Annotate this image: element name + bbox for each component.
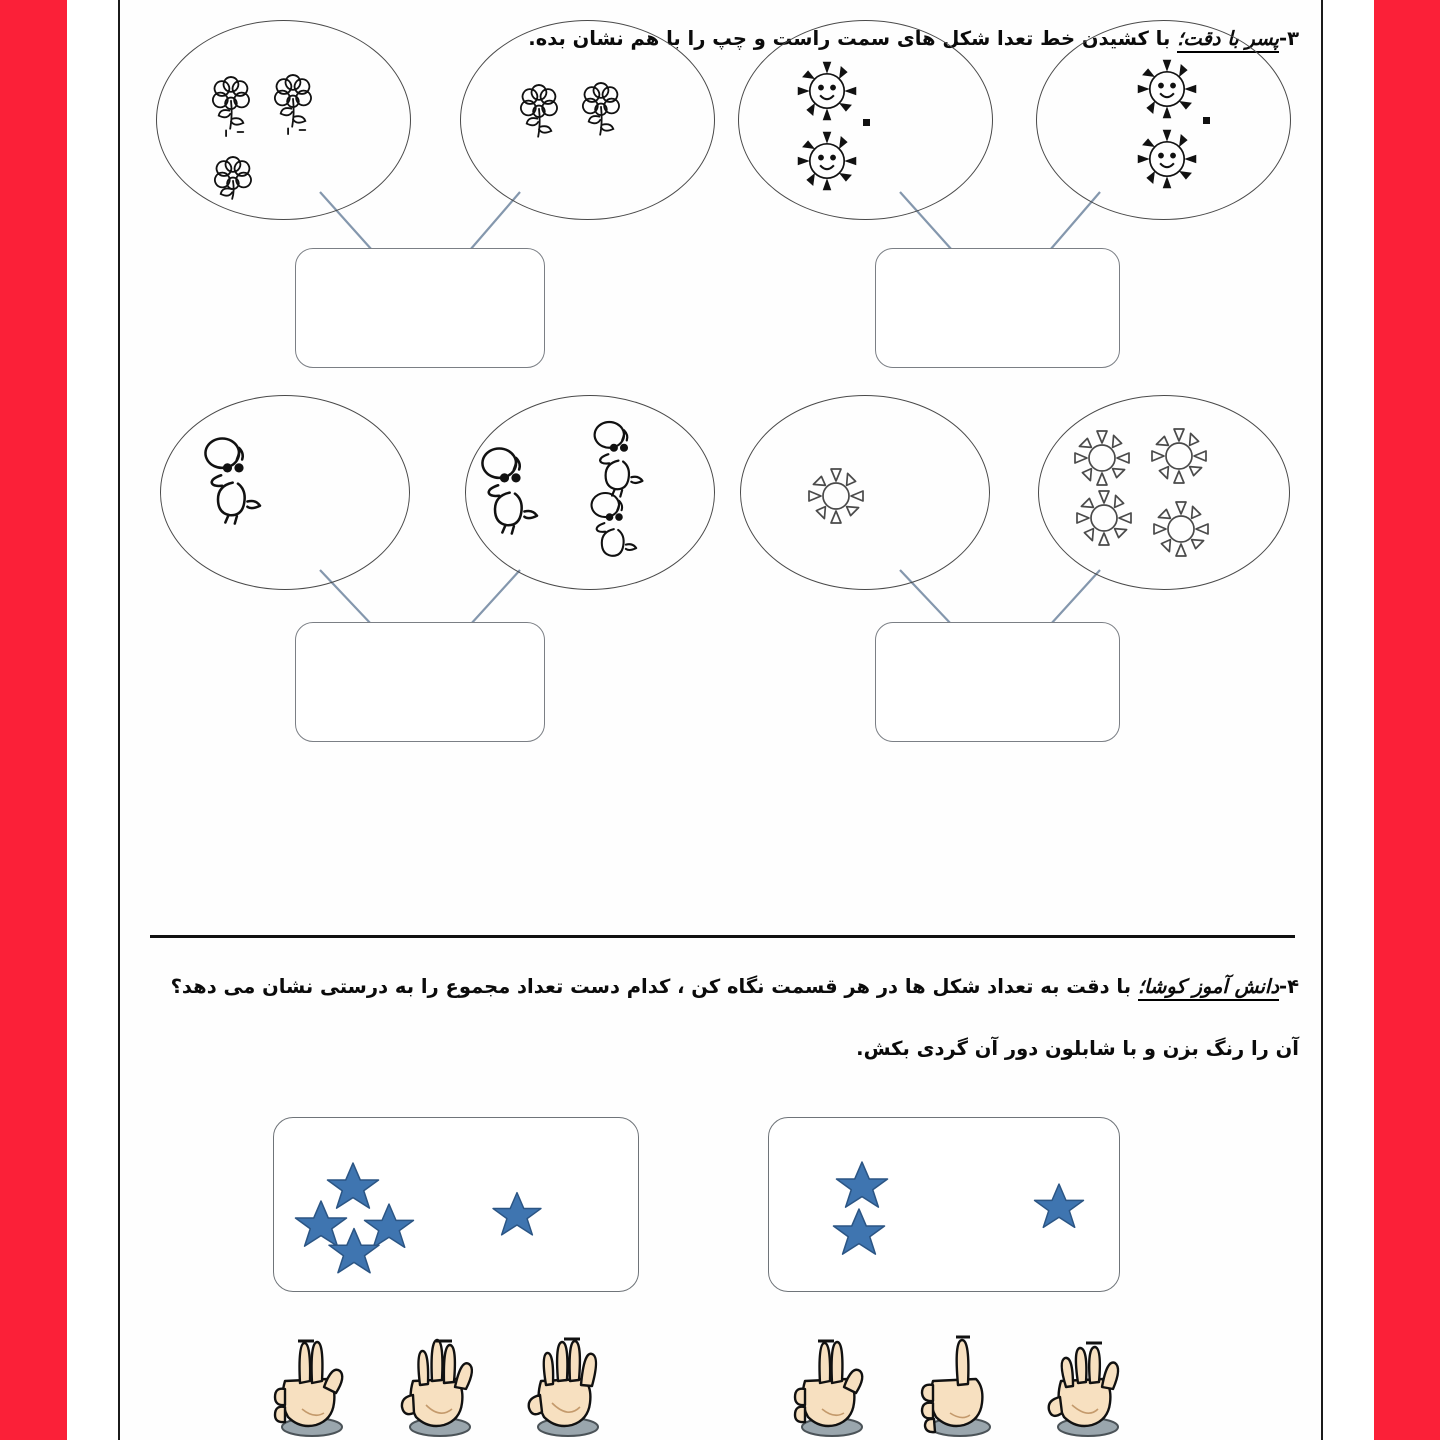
- row1-left-ellipse-2: [460, 20, 715, 220]
- question-3-bold-intro: پسر با دقت؛: [1177, 27, 1279, 53]
- smiling-sun-group-2: [739, 21, 994, 221]
- question-4-prompt-line2: آن را رنگ بزن و با شابلون دور آن گردی بکش.: [856, 1037, 1299, 1060]
- question-4-prompt-line1: [171, 975, 1299, 998]
- question-4-body: با دقت به تعداد شکل ها در هر قسمت نگاه کن ، کدام دست تعداد مجموع را به درستی نشان می دهد؟: [170, 975, 1132, 998]
- flower-group-2: [461, 21, 716, 221]
- row2-right-ellipse-1: [740, 395, 990, 590]
- star-panel-right: [768, 1117, 1120, 1292]
- question-4-number: ۴-: [1279, 975, 1299, 998]
- answer-box-row1-left[interactable]: [295, 248, 545, 368]
- star-cluster-right: [769, 1118, 1121, 1293]
- star-cluster-left: [274, 1118, 640, 1293]
- sunburst-group-4: [1039, 396, 1291, 591]
- hand-four-fingers: [402, 1340, 472, 1436]
- row2-right-ellipse-2: [1038, 395, 1290, 590]
- row1-left-ellipse-1: [156, 20, 411, 220]
- answer-box-row1-right[interactable]: [875, 248, 1120, 368]
- section-divider: [150, 935, 1295, 938]
- question-4-bold-intro: دانش آموز کوشا؛: [1138, 975, 1279, 1001]
- row2-left-ellipse-2: [465, 395, 715, 590]
- flower-group-3: [157, 21, 412, 221]
- star-panel-left: [273, 1117, 639, 1292]
- hands-row-right: [770, 1330, 1150, 1442]
- left-red-margin-bar: [0, 0, 67, 1440]
- row1-right-ellipse-1: [738, 20, 993, 220]
- hand-three-fingers: [275, 1341, 342, 1436]
- question-3-body: با کشیدن خط تعدا شکل های سمت راست و چپ را با هم نشان بده.: [528, 27, 1171, 50]
- row1-right-ellipse-2: [1036, 20, 1291, 220]
- worksheet-sheet: [118, 0, 1323, 1440]
- hand-one-finger: [922, 1337, 990, 1436]
- duckling-group-1: [161, 396, 411, 591]
- answer-box-row2-left[interactable]: [295, 622, 545, 742]
- duckling-group-3: [466, 396, 716, 591]
- sunburst-group-1: [741, 396, 991, 591]
- hand-five-fingers: [529, 1339, 598, 1436]
- hands-row-left: [250, 1330, 630, 1442]
- hand-four-fingers: [1049, 1343, 1118, 1436]
- answer-box-row2-right[interactable]: [875, 622, 1120, 742]
- hand-three-fingers: [795, 1341, 862, 1436]
- row2-left-ellipse-1: [160, 395, 410, 590]
- question-3-number: ۳-: [1279, 27, 1299, 50]
- right-red-margin-bar: [1374, 0, 1440, 1440]
- smiling-sun-group-2b: [1037, 21, 1292, 221]
